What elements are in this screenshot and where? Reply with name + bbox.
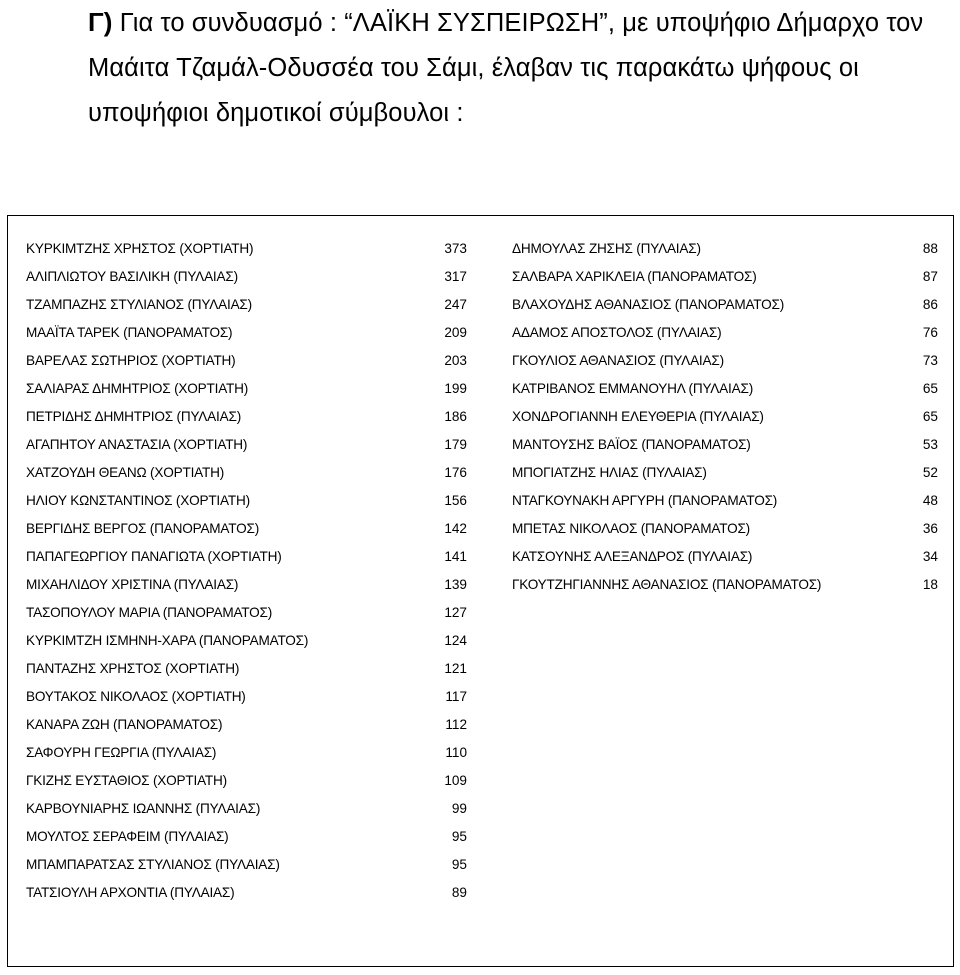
candidate-row <box>512 514 938 542</box>
candidate-row <box>512 542 938 570</box>
candidate-name: ΣΑΛΒΑΡΑ ΧΑΡΙΚΛΕΙΑ (ΠΑΝΟΡΑΜΑΤΟΣ) <box>512 268 757 284</box>
candidate-name: ΝΤΑΓΚΟΥΝΑΚΗ ΑΡΓΥΡΗ (ΠΑΝΟΡΑΜΑΤΟΣ) <box>512 492 778 508</box>
candidate-votes: 124 <box>444 632 467 648</box>
candidate-name: ΚΑΡΒΟΥΝΙΑΡΗΣ ΙΩΑΝΝΗΣ (ΠΥΛΑΙΑΣ) <box>26 800 261 816</box>
candidate-row <box>26 458 467 486</box>
candidate-name: ΚΥΡΚΙΜΤΖΗ ΙΣΜΗΝΗ-ΧΑΡΑ (ΠΑΝΟΡΑΜΑΤΟΣ) <box>26 632 309 648</box>
candidate-row <box>26 654 467 682</box>
candidate-votes: 186 <box>444 408 467 424</box>
candidate-row <box>26 514 467 542</box>
candidate-name: ΒΑΡΕΛΑΣ ΣΩΤΗΡΙΟΣ (ΧΟΡΤΙΑΤΗ) <box>26 352 236 368</box>
candidate-name: ΜΟΥΛΤΟΣ ΣΕΡΑΦΕΙΜ (ΠΥΛΑΙΑΣ) <box>26 828 229 844</box>
candidate-name: ΑΓΑΠΗΤΟΥ ΑΝΑΣΤΑΣΙΑ (ΧΟΡΤΙΑΤΗ) <box>26 436 248 452</box>
candidate-votes: 65 <box>922 408 938 424</box>
candidate-row <box>26 262 467 290</box>
candidate-name: ΒΕΡΓΙΔΗΣ ΒΕΡΓΟΣ (ΠΑΝΟΡΑΜΑΤΟΣ) <box>26 520 260 536</box>
candidate-row <box>512 486 938 514</box>
candidate-row <box>26 486 467 514</box>
candidate-votes: 121 <box>444 660 467 676</box>
candidate-name: ΜΑΑΪΤΑ ΤΑΡΕΚ (ΠΑΝΟΡΑΜΑΤΟΣ) <box>26 324 233 340</box>
candidate-votes: 95 <box>451 828 467 844</box>
candidate-votes: 88 <box>922 240 938 256</box>
candidate-row <box>512 402 938 430</box>
candidate-name: ΤΑΣΟΠΟΥΛΟΥ ΜΑΡΙΑ (ΠΑΝΟΡΑΜΑΤΟΣ) <box>26 604 273 620</box>
candidate-votes: 142 <box>444 520 467 536</box>
candidate-row <box>512 570 938 598</box>
candidate-name: ΜΠΕΤΑΣ ΝΙΚΟΛΑΟΣ (ΠΑΝΟΡΑΜΑΤΟΣ) <box>512 520 751 536</box>
candidate-votes: 117 <box>445 688 467 704</box>
candidate-votes: 127 <box>444 604 467 620</box>
left-column <box>26 234 467 906</box>
candidate-votes: 65 <box>922 380 938 396</box>
candidate-votes: 112 <box>445 716 467 732</box>
candidate-row <box>26 822 467 850</box>
candidate-row <box>26 766 467 794</box>
candidate-votes: 52 <box>922 464 938 480</box>
candidate-row <box>26 374 467 402</box>
candidate-row <box>512 290 938 318</box>
candidate-name: ΚΑΤΣΟΥΝΗΣ ΑΛΕΞΑΝΔΡΟΣ (ΠΥΛΑΙΑΣ) <box>512 548 753 564</box>
candidate-votes: 209 <box>444 324 467 340</box>
candidate-name: ΧΑΤΖΟΥΔΗ ΘΕΑΝΩ (ΧΟΡΤΙΑΤΗ) <box>26 464 225 480</box>
candidate-name: ΑΛΙΠΛΙΩΤΟΥ ΒΑΣΙΛΙΚΗ (ΠΥΛΑΙΑΣ) <box>26 268 238 284</box>
candidate-row <box>26 710 467 738</box>
heading-text: Για το συνδυασμό : “ΛΑΪΚΗ ΣΥΣΠΕΙΡΩΣΗ”, με υποψήφιο Δήμαρχο τον Μαάιτα Τζαμάλ-Οδυσσέα του Σάμι, έλαβαν τις παρακάτω ψήφους οι υποψήφιοι δημοτικοί σύμβουλοι : <box>88 9 924 127</box>
candidate-votes: 199 <box>444 380 467 396</box>
candidate-votes: 18 <box>922 576 938 592</box>
candidate-row <box>26 878 467 906</box>
candidate-votes: 203 <box>444 352 467 368</box>
candidate-votes: 95 <box>451 856 467 872</box>
candidate-votes: 86 <box>922 296 938 312</box>
candidate-votes: 36 <box>922 520 938 536</box>
candidate-name: ΓΚΟΥΛΙΟΣ ΑΘΑΝΑΣΙΟΣ (ΠΥΛΑΙΑΣ) <box>512 352 724 368</box>
candidate-row <box>512 346 938 374</box>
candidate-votes: 179 <box>444 436 467 452</box>
candidate-votes: 99 <box>451 800 467 816</box>
candidate-row <box>512 234 938 262</box>
candidate-votes: 156 <box>444 492 467 508</box>
candidate-row <box>26 598 467 626</box>
candidate-votes: 109 <box>444 772 467 788</box>
candidate-name: ΠΕΤΡΙΔΗΣ ΔΗΜΗΤΡΙΟΣ (ΠΥΛΑΙΑΣ) <box>26 408 242 424</box>
candidate-name: ΓΚΟΥΤΖΗΓΙΑΝΝΗΣ ΑΘΑΝΑΣΙΟΣ (ΠΑΝΟΡΑΜΑΤΟΣ) <box>512 576 822 592</box>
candidate-votes: 73 <box>922 352 938 368</box>
candidate-row <box>26 346 467 374</box>
candidate-votes: 87 <box>922 268 938 284</box>
candidate-row <box>512 374 938 402</box>
candidate-row <box>26 318 467 346</box>
candidate-votes: 141 <box>444 548 467 564</box>
candidate-name: ΤΑΤΣΙΟΥΛΗ ΑΡΧΟΝΤΙΑ (ΠΥΛΑΙΑΣ) <box>26 884 235 900</box>
candidate-name: ΒΛΑΧΟΥΔΗΣ ΑΘΑΝΑΣΙΟΣ (ΠΑΝΟΡΑΜΑΤΟΣ) <box>512 296 785 312</box>
candidate-row <box>26 234 467 262</box>
candidate-name: ΣΑΦΟΥΡΗ ΓΕΩΡΓΙΑ (ΠΥΛΑΙΑΣ) <box>26 744 217 760</box>
document-heading <box>88 0 938 136</box>
candidate-name: ΠΑΠΑΓΕΩΡΓΙΟΥ ΠΑΝΑΓΙΩΤΑ (ΧΟΡΤΙΑΤΗ) <box>26 548 282 564</box>
section-letter: Γ) <box>88 7 113 37</box>
candidate-votes: 110 <box>445 744 467 760</box>
candidate-name: ΣΑΛΙΑΡΑΣ ΔΗΜΗΤΡΙΟΣ (ΧΟΡΤΙΑΤΗ) <box>26 380 249 396</box>
candidate-name: ΜΑΝΤΟΥΣΗΣ ΒΑΪΟΣ (ΠΑΝΟΡΑΜΑΤΟΣ) <box>512 436 751 452</box>
candidate-votes: 139 <box>444 576 467 592</box>
right-column <box>512 234 938 598</box>
candidate-votes: 76 <box>922 324 938 340</box>
candidate-row <box>26 850 467 878</box>
candidate-row <box>26 290 467 318</box>
candidate-votes: 247 <box>444 296 467 312</box>
candidate-name: ΤΖΑΜΠΑΖΗΣ ΣΤΥΛΙΑΝΟΣ (ΠΥΛΑΙΑΣ) <box>26 296 252 312</box>
candidate-votes: 34 <box>922 548 938 564</box>
candidate-name: ΑΔΑΜΟΣ ΑΠΟΣΤΟΛΟΣ (ΠΥΛΑΙΑΣ) <box>512 324 722 340</box>
candidate-name: ΜΙΧΑΗΛΙΔΟΥ ΧΡΙΣΤΙΝΑ (ΠΥΛΑΙΑΣ) <box>26 576 239 592</box>
candidate-votes: 53 <box>922 436 938 452</box>
candidate-row <box>26 794 467 822</box>
results-table <box>7 215 954 967</box>
candidate-votes: 317 <box>444 268 467 284</box>
candidate-row <box>26 738 467 766</box>
candidate-row <box>512 430 938 458</box>
candidate-name: ΜΠΟΓΙΑΤΖΗΣ ΗΛΙΑΣ (ΠΥΛΑΙΑΣ) <box>512 464 707 480</box>
candidate-votes: 176 <box>444 464 467 480</box>
candidate-name: ΠΑΝΤΑΖΗΣ ΧΡΗΣΤΟΣ (ΧΟΡΤΙΑΤΗ) <box>26 660 240 676</box>
candidate-name: ΚΑΤΡΙΒΑΝΟΣ ΕΜΜΑΝΟΥΗΛ (ΠΥΛΑΙΑΣ) <box>512 380 754 396</box>
candidate-row <box>26 626 467 654</box>
candidate-row <box>512 262 938 290</box>
candidate-name: ΜΠΑΜΠΑΡΑΤΣΑΣ ΣΤΥΛΙΑΝΟΣ (ΠΥΛΑΙΑΣ) <box>26 856 280 872</box>
candidate-votes: 373 <box>444 240 467 256</box>
candidate-row <box>26 430 467 458</box>
candidate-name: ΔΗΜΟΥΛΑΣ ΖΗΣΗΣ (ΠΥΛΑΙΑΣ) <box>512 240 701 256</box>
candidate-name: ΚΑΝΑΡΑ ΖΩΗ (ΠΑΝΟΡΑΜΑΤΟΣ) <box>26 716 223 732</box>
candidate-votes: 48 <box>922 492 938 508</box>
candidate-row <box>512 318 938 346</box>
candidate-row <box>26 402 467 430</box>
candidate-row <box>512 458 938 486</box>
candidate-row <box>26 682 467 710</box>
candidate-votes: 89 <box>451 884 467 900</box>
candidate-name: ΚΥΡΚΙΜΤΖΗΣ ΧΡΗΣΤΟΣ (ΧΟΡΤΙΑΤΗ) <box>26 240 254 256</box>
candidate-row <box>26 570 467 598</box>
candidate-name: ΧΟΝΔΡΟΓΙΑΝΝΗ ΕΛΕΥΘΕΡΙΑ (ΠΥΛΑΙΑΣ) <box>512 408 764 424</box>
candidate-name: ΗΛΙΟΥ ΚΩΝΣΤΑΝΤΙΝΟΣ (ΧΟΡΤΙΑΤΗ) <box>26 492 250 508</box>
candidate-name: ΒΟΥΤΑΚΟΣ ΝΙΚΟΛΑΟΣ (ΧΟΡΤΙΑΤΗ) <box>26 688 246 704</box>
candidate-name: ΓΚΙΖΗΣ ΕΥΣΤΑΘΙΟΣ (ΧΟΡΤΙΑΤΗ) <box>26 772 227 788</box>
candidate-row <box>26 542 467 570</box>
